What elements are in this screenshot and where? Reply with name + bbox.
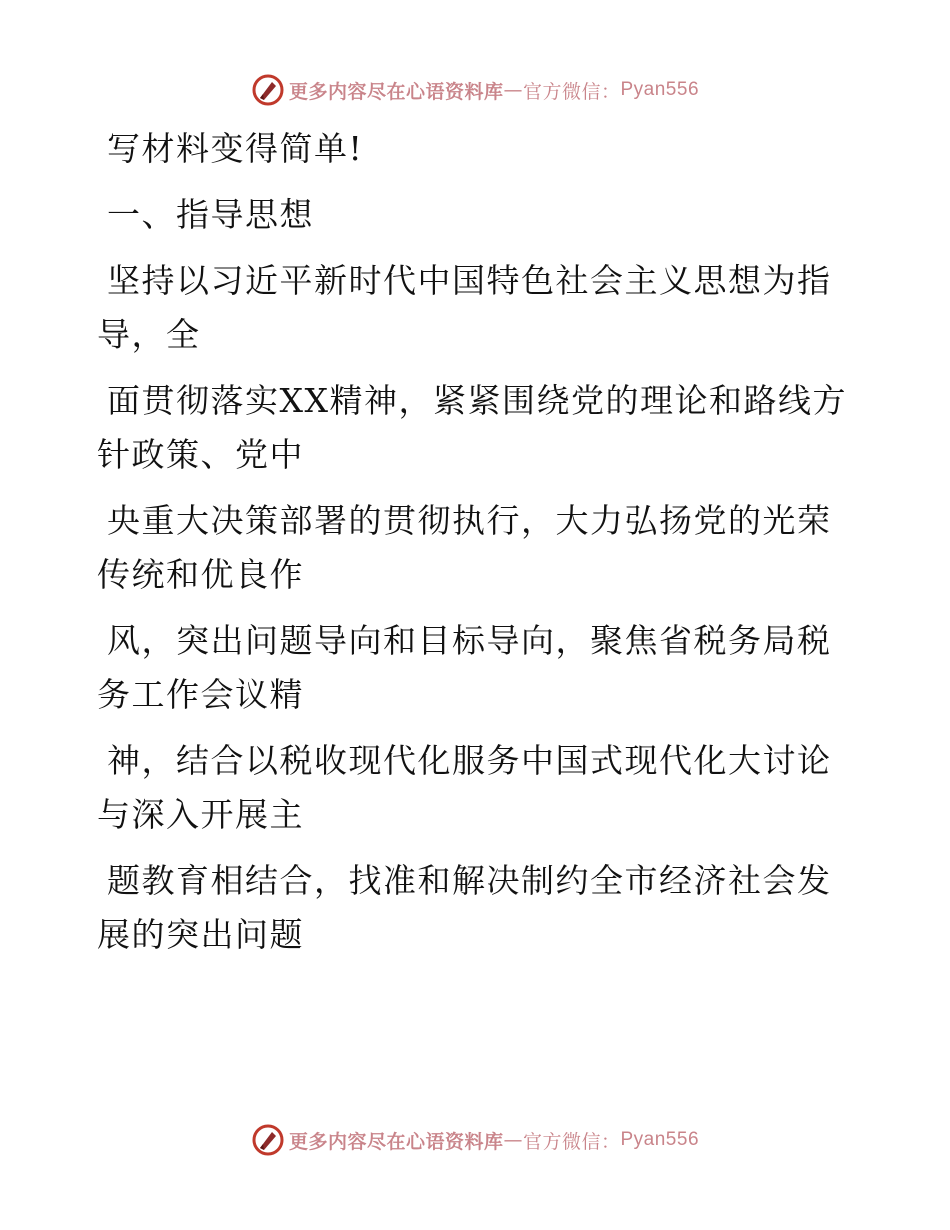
pen-nib-logo-icon xyxy=(251,73,285,107)
paragraph-line: 神，结合以税收现代化服务中国式现代化大讨论 xyxy=(107,741,832,780)
paragraph-line: 导，全 xyxy=(97,315,201,354)
paragraph-line: 传统和优良作 xyxy=(97,555,304,594)
watermark-label: 官方微信： xyxy=(522,1130,621,1153)
watermark-brand: 更多内容尽在心语资料库 xyxy=(288,1130,504,1153)
watermark-brand: 更多内容尽在心语资料库 xyxy=(288,80,504,103)
watermark-separator: — xyxy=(503,79,523,101)
pen-nib-logo-icon xyxy=(251,1123,285,1157)
document-body xyxy=(97,122,857,962)
paragraph-line: 务工作会议精 xyxy=(97,675,304,714)
paragraph-line: 风，突出问题导向和目标导向，聚焦省税务局税 xyxy=(107,621,832,660)
intro-line: 写材料变得简单! xyxy=(107,129,364,168)
paragraph-line: 面贯彻落实XX精神，紧紧围绕党的理论和路线方 xyxy=(107,381,847,420)
watermark-header xyxy=(0,70,950,110)
paragraph-line: 与深入开展主 xyxy=(97,795,304,834)
paragraph-line: 针政策、党中 xyxy=(97,435,304,474)
paragraph-line: 展的突出问题 xyxy=(97,915,304,954)
paragraph-line: 央重大决策部署的贯彻执行，大力弘扬党的光荣 xyxy=(107,501,832,540)
paragraph-line: 坚持以习近平新时代中国特色社会主义思想为指 xyxy=(107,261,832,300)
watermark-separator: — xyxy=(503,1129,523,1151)
watermark-handle: Pyan556 xyxy=(620,1129,700,1150)
watermark-label: 官方微信： xyxy=(522,80,621,103)
watermark-handle: Pyan556 xyxy=(620,79,700,100)
section-heading: 一、指导思想 xyxy=(107,195,314,234)
paragraph-line: 题教育相结合，找准和解决制约全市经济社会发 xyxy=(107,861,832,900)
watermark-footer xyxy=(0,1120,950,1160)
